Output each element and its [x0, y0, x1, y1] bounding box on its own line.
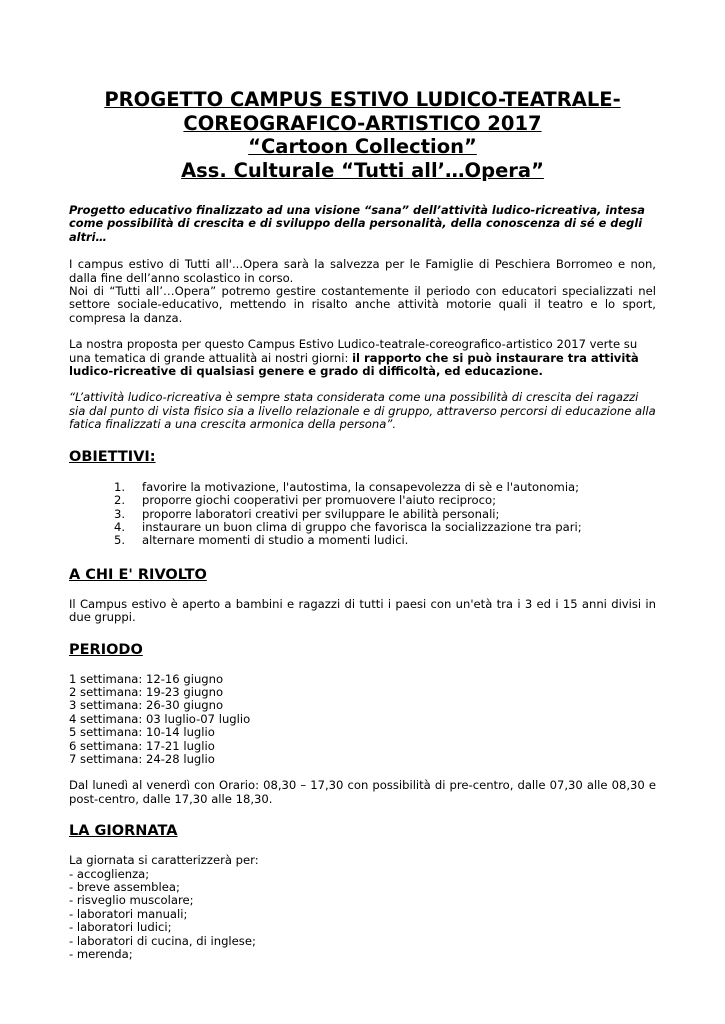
- proposal-text: La nostra proposta per questo Campus Estivo Ludico-teatrale-coreografico-artistico 2017 verte su una tematica di grande attualità ai nostri giorni:: [69, 337, 638, 365]
- week-item: 7 settimana: 24-28 luglio: [69, 751, 215, 766]
- title-line: COREOGRAFICO-ARTISTICO 2017: [183, 111, 542, 135]
- week-item: 5 settimana: 10-14 luglio: [69, 725, 215, 740]
- document-body: [69, 88, 656, 961]
- title-line: PROGETTO CAMPUS ESTIVO LUDICO-TEATRALE-: [104, 88, 621, 111]
- hours-text: Dal lunedì al venerdì con Orario: 08,30 – 17,30 con possibilità di pre-centro, dalle 07,30 alle 08,30 e post-centro, dalle 17,30 alle 18,30.: [69, 778, 656, 806]
- section-heading-objectives: OBIETTIVI:: [69, 448, 156, 465]
- activity-item: - merenda;: [69, 947, 133, 962]
- intro-statement: Progetto educativo finalizzato ad una visione “sana” dell’attività ludico-ricreativa, intesa come possibilità di crescita e di sviluppo della personalità, della conoscenza di sé e degli altri…: [69, 203, 645, 244]
- proposal-bold-text: il rapporto che si può instaurare tra attività ludico-ricreative di qualsiasi genere e grado di difficoltà, ed educazione.: [69, 350, 639, 379]
- activity-item: - breve assemblea;: [69, 880, 180, 894]
- title-line: Ass. Culturale “Tutti all’…Opera”: [181, 158, 544, 182]
- section-heading-period: PERIODO: [69, 641, 143, 658]
- activity-item: - laboratori manuali;: [69, 906, 188, 921]
- objective-number: 2.: [114, 493, 126, 508]
- activity-item: - laboratori di cucina, di inglese;: [69, 933, 256, 948]
- day-intro: La giornata si caratterizzerà per:: [69, 853, 259, 868]
- objective-number: 1.: [114, 479, 126, 494]
- week-item: 3 settimana: 26-30 giugno: [69, 698, 224, 713]
- objective-text: proporre laboratori creativi per sviluppare le abilità personali;: [142, 506, 500, 521]
- objective-text: instaurare un buon clima di gruppo che favorisca la socializzazione tra pari;: [142, 519, 582, 534]
- objective-text: proporre giochi cooperativi per promuovere l'aiuto reciproco;: [142, 493, 497, 508]
- objective-item: [69, 534, 656, 547]
- activity-item: - laboratori ludici;: [69, 920, 172, 935]
- activity-item: - accoglienza;: [69, 866, 150, 881]
- paragraph-line: I campus estivo di Tutti all'...Opera sarà la salvezza per le Famiglie di Peschiera Borromeo e non, dalla fine dell’anno scolastico in corso.: [69, 257, 656, 285]
- objective-number: 5.: [114, 533, 126, 548]
- activity-item: - risveglio muscolare;: [69, 893, 194, 908]
- document-title: [69, 88, 656, 182]
- quote-paragraph: “L’attività ludico-ricreativa è sempre stata considerata come una possibilità di crescita dei ragazzi sia dal punto di vista fisico sia a livello relazionale e di gruppo, attraverso percorsi di educazione alla fatica finalizzati a una crescita armonica della persona”.: [69, 390, 656, 432]
- week-item: 6 settimana: 17-21 luglio: [69, 738, 215, 753]
- week-item: 2 settimana: 19-23 giugno: [69, 684, 224, 699]
- day-activities: [69, 854, 656, 961]
- objective-number: 4.: [114, 519, 126, 534]
- objective-item: [69, 481, 656, 494]
- objective-number: 3.: [114, 506, 126, 521]
- paragraph-campus-description: [69, 258, 656, 325]
- objective-text: alternare momenti di studio a momenti ludici.: [142, 533, 409, 548]
- objective-item: [69, 521, 656, 534]
- paragraph-line: Noi di “Tutti all’…Opera” potremo gestire costantemente il periodo con educatori specializzati nel settore sociale-educativo, mettendo in risalto anche attività motorie quali il teatro e lo sport, compresa la danza.: [69, 284, 656, 325]
- objective-item: [69, 494, 656, 507]
- section-heading-audience: A CHI E' RIVOLTO: [69, 566, 207, 583]
- week-item: 1 settimana: 12-16 giugno: [69, 671, 224, 686]
- objectives-list: [69, 481, 656, 548]
- weeks-list: [69, 673, 656, 767]
- audience-text: Il Campus estivo è aperto a bambini e ragazzi di tutti i paesi con un'età tra i 3 ed i 15 anni divisi in due gruppi.: [69, 596, 656, 625]
- paragraph-proposal: [69, 338, 656, 378]
- section-heading-day: LA GIORNATA: [69, 823, 178, 840]
- week-item: 4 settimana: 03 luglio-07 luglio: [69, 711, 251, 726]
- title-line: “Cartoon Collection”: [248, 135, 477, 158]
- objective-text: favorire la motivazione, l'autostima, la consapevolezza di sè e l'autonomia;: [142, 479, 580, 494]
- objective-item: [69, 508, 656, 521]
